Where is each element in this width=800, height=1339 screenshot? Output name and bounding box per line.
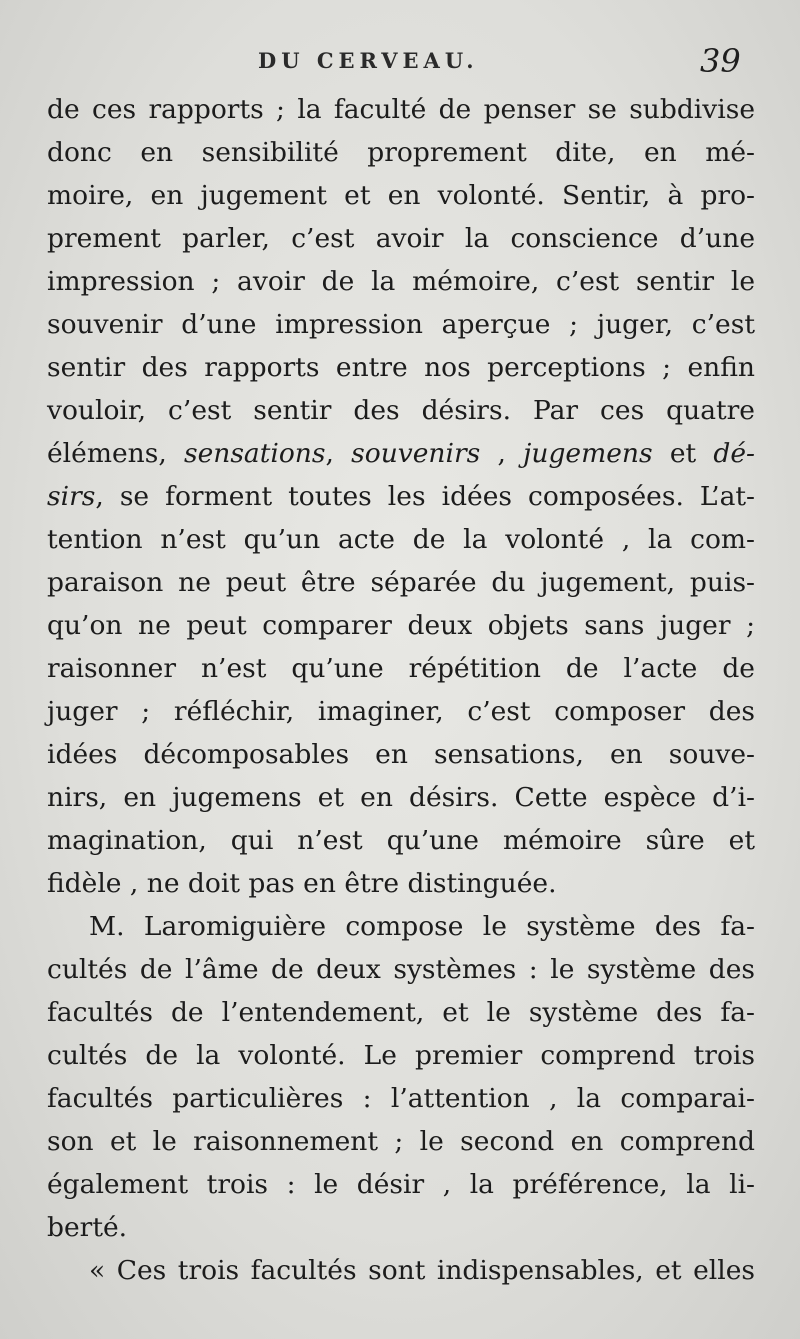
italic-term: sensations bbox=[183, 438, 326, 469]
text-segment: élémens, bbox=[47, 438, 184, 469]
running-title: DU CERVEAU. bbox=[258, 48, 479, 73]
text-line: magination, qui n’est qu’une mémoire sûre et bbox=[47, 825, 755, 856]
text-segment: , bbox=[480, 438, 524, 469]
text-line: paraison ne peut être séparée du jugement, puis- bbox=[47, 567, 755, 598]
text-line: prement parler, c’est avoir la conscience d’une bbox=[47, 223, 755, 254]
text-line: idées décomposables en sensations, en souve- bbox=[47, 739, 755, 770]
text-line: juger ; réfléchir, imaginer, c’est composer des bbox=[47, 696, 755, 727]
italic-term: sirs bbox=[47, 481, 96, 512]
text-line: nirs, en jugemens et en désirs. Cette espèce d’i- bbox=[47, 782, 755, 813]
running-head bbox=[0, 42, 800, 80]
text-line: de ces rapports ; la faculté de penser se subdivise bbox=[47, 94, 755, 125]
text-line: vouloir, c’est sentir des désirs. Par ces quatre bbox=[47, 395, 755, 426]
text-line: tention n’est qu’un acte de la volonté , la com- bbox=[47, 524, 755, 555]
text-segment: , bbox=[325, 438, 352, 469]
text-line: donc en sensibilité proprement dite, en mé- bbox=[47, 137, 755, 168]
text-line: fidèle , ne doit pas en être distinguée. bbox=[47, 868, 557, 899]
text-line: M. Laromiguière compose le système des fa- bbox=[89, 911, 755, 942]
text-line: également trois : le désir , la préférence, la li- bbox=[47, 1169, 755, 1200]
text-line bbox=[47, 475, 755, 518]
text-line: facultés particulières : l’attention , la comparai- bbox=[47, 1083, 755, 1114]
text-line: impression ; avoir de la mémoire, c’est sentir le bbox=[47, 266, 755, 297]
italic-term: dé- bbox=[713, 438, 755, 469]
text-line: souvenir d’une impression aperçue ; juger, c’est bbox=[47, 309, 755, 340]
text-line: « Ces trois facultés sont indispensables, et elles bbox=[89, 1255, 755, 1286]
text-line: raisonner n’est qu’une répétition de l’acte de bbox=[47, 653, 755, 684]
text-segment: et bbox=[652, 438, 714, 469]
italic-term: souvenirs bbox=[351, 438, 481, 469]
text-line: berté. bbox=[47, 1212, 128, 1243]
text-line: facultés de l’entendement, et le système des fa- bbox=[47, 997, 755, 1028]
body-text bbox=[47, 88, 755, 1292]
text-line bbox=[47, 432, 755, 475]
text-line: sentir des rapports entre nos perceptions ; enfin bbox=[47, 352, 755, 383]
text-segment: , se forment toutes les idées composées. L’at- bbox=[95, 481, 755, 512]
text-line: cultés de la volonté. Le premier comprend trois bbox=[47, 1040, 755, 1071]
text-line: son et le raisonnement ; le second en comprend bbox=[47, 1126, 755, 1157]
text-line: cultés de l’âme de deux systèmes : le système des bbox=[47, 954, 755, 985]
page-number: 39 bbox=[700, 42, 741, 80]
text-line: moire, en jugement et en volonté. Sentir, à pro- bbox=[47, 180, 755, 211]
text-line: qu’on ne peut comparer deux objets sans juger ; bbox=[47, 610, 755, 641]
italic-term: jugemens bbox=[523, 438, 653, 469]
